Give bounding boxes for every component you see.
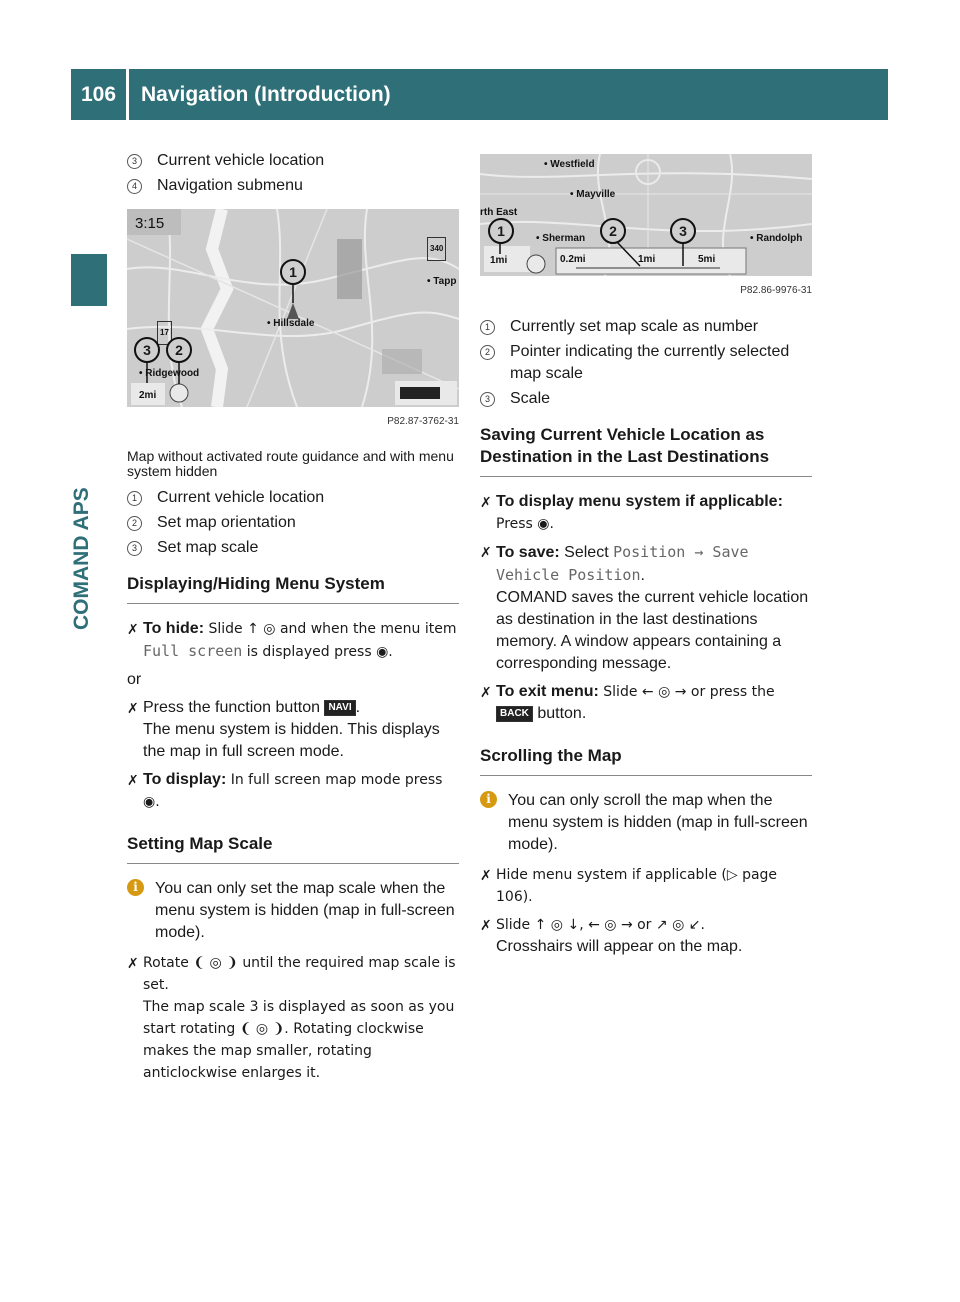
step-text: Slide ← ◎ → or press the xyxy=(598,684,775,700)
step-text: Select xyxy=(559,544,614,561)
side-label-text: COMAND APS xyxy=(70,487,93,630)
step-arrow-icon: ✗ xyxy=(480,494,492,510)
item-text: Current vehicle location xyxy=(157,152,325,169)
step-text: . xyxy=(355,699,361,716)
step-detail: COMAND saves the current vehicle location as destination in the last destinations memory. A window appears containing a corresponding message. xyxy=(496,589,809,672)
item-text: Current vehicle location xyxy=(157,489,325,506)
section-heading: Setting Map Scale xyxy=(127,833,459,864)
step-arrow-icon: ✗ xyxy=(127,955,139,971)
section-heading: Displaying/Hiding Menu System xyxy=(127,573,459,604)
callout-1: 1 xyxy=(280,259,306,285)
step-text: . xyxy=(640,567,645,584)
scale-label-5mi: 5mi xyxy=(698,254,716,265)
item-number: 4 xyxy=(127,179,142,194)
step xyxy=(480,864,812,908)
list-item xyxy=(127,175,459,197)
item-number: 1 xyxy=(480,320,495,335)
page-number: 106 xyxy=(80,83,117,106)
info-note xyxy=(127,878,459,944)
scale-label-02mi: 0.2mi xyxy=(560,254,586,265)
list-item xyxy=(480,316,812,338)
figure-code: P82.86-9976-31 xyxy=(740,285,812,296)
item-number: 2 xyxy=(480,345,495,360)
navi-key-icon: NAVI xyxy=(324,700,355,716)
step xyxy=(480,541,812,675)
list-item xyxy=(127,512,459,534)
item-text: Scale xyxy=(510,390,551,407)
info-icon: i xyxy=(127,879,144,896)
step xyxy=(127,769,459,813)
map-label-tapp: • Tapp xyxy=(427,276,457,287)
step xyxy=(480,681,812,725)
step-text: Press the function button xyxy=(143,699,325,716)
map-label-ridgewood: • Ridgewood xyxy=(139,368,200,379)
list-item xyxy=(127,537,459,559)
info-text: You can only set the map scale when the menu system is hidden (map in full-screen mode). xyxy=(155,880,455,941)
step-detail: The map scale 3 is displayed as soon as you start rotating ❨ ◎ ❩. Rotating clockwise makes the map smaller, rotating anticlockwise enlarges it. xyxy=(143,999,455,1081)
step-label: To display menu system if applicable: xyxy=(496,493,783,510)
step-label: To hide: xyxy=(143,620,205,637)
info-text: You can only scroll the map when the menu system is hidden (map in full-screen mode). xyxy=(508,792,808,853)
section-heading: Scrolling the Map xyxy=(480,745,812,776)
step-detail: Crosshairs will appear on the map. xyxy=(496,938,743,955)
step xyxy=(127,697,459,763)
right-column xyxy=(480,154,812,964)
map-label-westfield: • Westfield xyxy=(544,159,595,170)
list-item xyxy=(127,150,459,172)
scale-number: 1mi xyxy=(490,255,508,266)
step xyxy=(127,952,459,1084)
left-column xyxy=(127,150,459,1090)
item-number: 2 xyxy=(127,516,142,531)
list-item xyxy=(480,341,812,385)
menu-item-name: Full screen xyxy=(143,642,243,660)
header-divider xyxy=(126,69,129,120)
item-text: Navigation submenu xyxy=(157,177,303,194)
step-label: To exit menu: xyxy=(496,683,599,700)
callout-3: 3 xyxy=(134,337,160,363)
item-text: Set map orientation xyxy=(157,514,296,531)
step-text: Slide ↑ ◎ ↓, ← ◎ → or ↗ ◎ ↙. xyxy=(496,917,705,933)
callout-1: 1 xyxy=(488,218,514,244)
page-header xyxy=(71,69,888,120)
map-label-hillsdale: • Hillsdale xyxy=(267,318,315,329)
menu-item-name: Position → Save Vehicle Position xyxy=(496,543,749,584)
step-text: is displayed press ◉. xyxy=(242,644,393,660)
map-label-rth-east: rth East xyxy=(480,207,518,218)
step-text: Hide menu system if applicable (▷ page 106). xyxy=(496,867,778,905)
scale-readout: 2mi xyxy=(139,390,157,401)
item-number: 3 xyxy=(480,392,495,407)
item-text: Set map scale xyxy=(157,539,259,556)
step-arrow-icon: ✗ xyxy=(127,772,139,788)
section-heading: Saving Current Vehicle Location as Destination in the Last Destinations xyxy=(480,424,812,477)
item-number: 3 xyxy=(127,154,142,169)
step-text: button. xyxy=(532,705,587,722)
callout-2: 2 xyxy=(166,337,192,363)
list-item xyxy=(480,388,812,410)
step-detail: The menu system is hidden. This displays the map in full screen mode. xyxy=(143,721,440,760)
step-arrow-icon: ✗ xyxy=(127,700,139,716)
callout-3: 3 xyxy=(670,218,696,244)
step-text: Press ◉. xyxy=(496,516,554,532)
step-arrow-icon: ✗ xyxy=(480,867,492,883)
map-label-sherman: • Sherman xyxy=(536,233,586,244)
item-text: Pointer indicating the currently selected map scale xyxy=(510,343,790,382)
map-figure-full-screen xyxy=(127,209,459,407)
scale-label-1mi: 1mi xyxy=(638,254,656,265)
list-item xyxy=(127,487,459,509)
item-text: Currently set map scale as number xyxy=(510,318,759,335)
step xyxy=(480,914,812,958)
road-sign: 17 xyxy=(157,321,172,345)
map-time: 3:15 xyxy=(135,215,165,232)
or-text: or xyxy=(127,671,142,688)
step-text: Rotate ❨ ◎ ❩ until the required map scale is set. xyxy=(143,955,456,993)
map-label-randolph: • Randolph xyxy=(750,233,803,244)
step-arrow-icon: ✗ xyxy=(127,621,139,637)
callout-2: 2 xyxy=(600,218,626,244)
step-arrow-icon: ✗ xyxy=(480,544,492,560)
step-arrow-icon: ✗ xyxy=(480,684,492,700)
step-text: In full screen map mode press ◉. xyxy=(143,772,443,810)
item-number: 3 xyxy=(127,541,142,556)
step-label: To save: xyxy=(496,544,560,561)
figure-caption: Map without activated route guidance and with menu system hidden xyxy=(127,448,454,479)
step-text: Slide ↑ ◎ and when the menu item xyxy=(204,621,457,637)
map-figure-scale xyxy=(480,154,812,276)
side-tab xyxy=(71,254,107,306)
step xyxy=(127,618,459,663)
info-icon: i xyxy=(480,791,497,808)
figure-code: P82.87-3762-31 xyxy=(387,416,459,427)
info-note xyxy=(480,790,812,856)
step-arrow-icon: ✗ xyxy=(480,917,492,933)
map-label-mayville: • Mayville xyxy=(570,189,616,200)
item-number: 1 xyxy=(127,491,142,506)
page-title: Navigation (Introduction) xyxy=(141,83,391,106)
road-sign: 340 xyxy=(427,237,446,261)
step-label: To display: xyxy=(143,771,227,788)
back-key-icon: BACK xyxy=(496,706,533,722)
step xyxy=(480,491,812,535)
